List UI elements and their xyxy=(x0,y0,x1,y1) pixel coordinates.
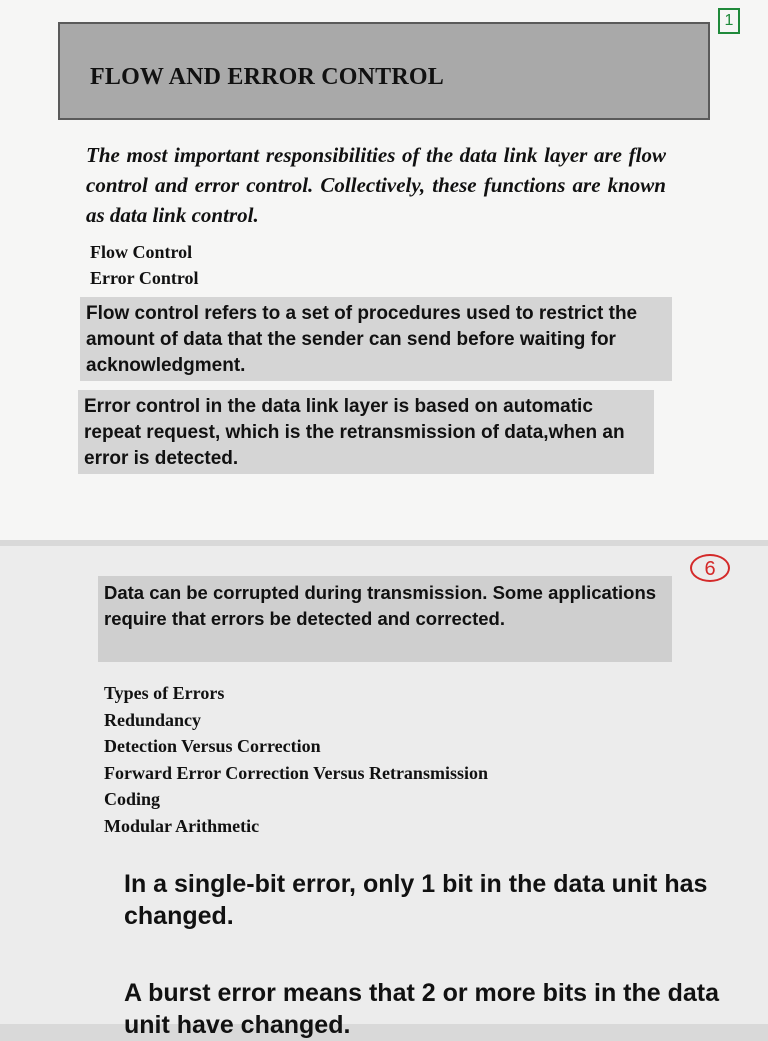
slide-page-2 xyxy=(0,546,768,1039)
title-banner xyxy=(58,22,710,120)
list-item: Forward Error Correction Versus Retransmission xyxy=(104,762,488,783)
single-bit-error-statement: In a single-bit error, only 1 bit in the data unit has changed. xyxy=(124,870,708,930)
list-item: Coding xyxy=(104,789,161,810)
page-number-badge: 6 xyxy=(690,554,730,582)
burst-error-statement: A burst error means that 2 or more bits in the data unit have changed. xyxy=(124,979,720,1039)
error-control-definition: Error control in the data link layer is based on automatic repeat request, which is the retransmission of data,when an error is detected. xyxy=(78,390,654,474)
page-number-badge: 1 xyxy=(718,8,740,34)
list-item: Redundancy xyxy=(104,709,202,730)
intro-paragraph: The most important responsibilities of the data link layer are flow control and error control. Collectively, these functions are known as data link control. xyxy=(86,143,666,227)
corruption-definition: Data can be corrupted during transmission. Some applications require that errors be detected and corrected. xyxy=(98,576,672,662)
list-item: Modular Arithmetic xyxy=(104,815,260,836)
flow-control-definition: Flow control refers to a set of procedures used to restrict the amount of data that the sender can send before waiting for acknowledgment. xyxy=(80,297,672,381)
topic-list xyxy=(104,680,488,840)
list-item: Types of Errors xyxy=(104,683,225,703)
slide-title: FLOW AND ERROR CONTROL xyxy=(90,64,444,90)
flow-control-heading: Flow Control xyxy=(90,242,193,262)
list-item: Detection Versus Correction xyxy=(104,736,321,757)
error-control-heading: Error Control xyxy=(90,268,199,288)
